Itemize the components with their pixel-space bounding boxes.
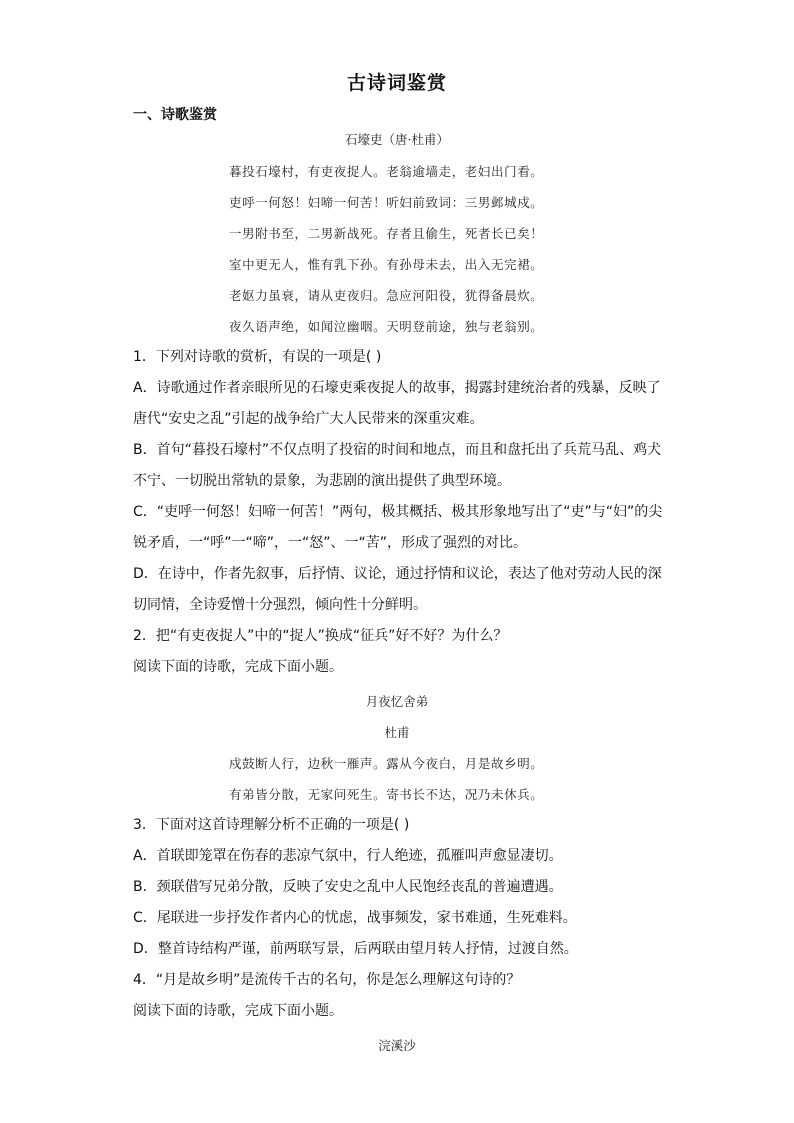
poem1-title-text: 石壕吏（唐·杜甫）	[345, 132, 449, 147]
question-3-option-a: A．首联即笼罩在伤春的悲凉气氛中，行人绝迹，孤雁叫声愈显凄切。	[133, 848, 563, 864]
poem-author-2	[0, 723, 794, 741]
poem1-line: 暮投石壕村，有吏夜捉人。老翁逾墙走，老妇出门看。	[229, 164, 544, 179]
question-1-stem: 1．下列对诗歌的赏析，有误的一项是( )	[133, 349, 382, 365]
poem3-title-text: 浣溪沙	[378, 1038, 416, 1053]
reading-instruction: 阅读下面的诗歌，完成下面小题。	[133, 1003, 343, 1019]
poem-title-2	[0, 692, 794, 710]
question-3-stem: 3．下面对这首诗理解分析不正确的一项是( )	[133, 817, 410, 833]
poem1-line: 室中更无人，惟有乳下孙。有孙母未去，出入无完裙。	[229, 257, 544, 272]
poem1-line: 一男附书至，二男新战死。存者且偷生，死者长已矣！	[229, 226, 544, 241]
question-2-stem: 2．把“有吏夜捉人”中的“捉人”换成“征兵”好不好？为什么？	[133, 628, 508, 644]
question-3-option-c: C．尾联进一步抒发作者内心的忧虑，战事频发，家书难通，生死难料。	[133, 910, 577, 926]
section-heading: 一、诗歌鉴赏	[133, 107, 217, 123]
page-title: 古诗词鉴赏	[346, 72, 447, 94]
poem-title-1	[0, 130, 794, 148]
poem2-line: 有弟皆分散，无家问死生。寄书长不达，况乃未休兵。	[229, 787, 544, 802]
poem2-author-text: 杜甫	[384, 725, 410, 740]
question-3-option-d: D．整首诗结构严谨，前两联写景，后两联由望月转人抒情，过渡自然。	[133, 941, 578, 957]
question-1-option-b: B．首句“暮投石壕村”不仅点明了投宿的时间和地点，而且和盘托出了兵荒马乱、鸡犬不宁、一切脱出常轨的景象，为悲剧的演出提供了典型环境。	[133, 442, 662, 489]
reading-instruction: 阅读下面的诗歌，完成下面小题。	[133, 659, 343, 675]
question-1-option-c: C．“吏呼一何怒！妇啼一何苦！”两句，极其概括、极其形象地写出了“吏”与“妇”的尖锐矛盾，一“呼”一“啼”，一“怒”、一“苦”，形成了强烈的对比。	[133, 504, 663, 551]
poem2-title-text: 月夜忆舍弟	[365, 694, 429, 709]
question-4-stem: 4．“月是故乡明”是流传千古的名句，你是怎么理解这句诗的？	[133, 972, 521, 988]
poem1-line: 吏呼一何怒！妇啼一何苦！听妇前致词：三男邺城戍。	[229, 195, 544, 210]
question-3-option-b: B．颈联借写兄弟分散，反映了安史之乱中人民饱经丧乱的普遍遭遇。	[133, 879, 563, 895]
poem2-line: 戍鼓断人行，边秋一雁声。露从今夜白，月是故乡明。	[229, 756, 544, 771]
question-1-option-d: D．在诗中，作者先叙事，后抒情、议论，通过抒情和议论，表达了他对劳动人民的深切同情，全诗爱憎十分强烈，倾向性十分鲜明。	[133, 566, 662, 613]
poem1-line: 老妪力虽衰，请从吏夜归。急应河阳役，犹得备晨炊。	[229, 288, 544, 303]
question-1-option-a: A．诗歌通过作者亲眼所见的石壕吏乘夜捉人的故事，揭露封建统治者的残暴，反映了唐代“安史之乱”引起的战争给广大人民带来的深重灾难。	[133, 380, 661, 427]
poem-title-3	[0, 1036, 794, 1054]
poem1-line: 夜久语声绝，如闻泣幽咽。天明登前途，独与老翁别。	[229, 319, 544, 334]
